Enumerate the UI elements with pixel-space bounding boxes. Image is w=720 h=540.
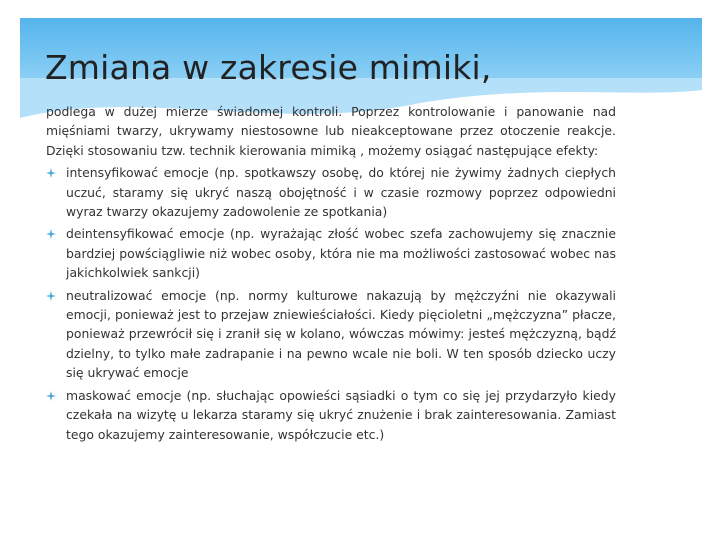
list-item xyxy=(46,224,616,282)
list-item xyxy=(46,386,616,444)
intro-paragraph: podlega w dużej mierze świadomej kontroli. Poprzez kontrolowanie i panowanie nad mięśniami twarzy, ukrywamy niestosowne lub nieakceptowane przez otoczenie reakcje. Dzięki stosowaniu tzw. technik kierowania mimiką , możemy osiągać następujące efekty: xyxy=(46,104,616,158)
bullet-text: maskować emocje (np. słuchając opowieści sąsiadki o tym co się jej przydarzyło kiedy czekała na wizytę u lekarza staramy się ukryć znużenie i brak zainteresowania. Zamiast tego okazujemy zainteresowanie, współczucie etc.) xyxy=(66,387,616,442)
four-point-star-icon xyxy=(46,291,56,301)
four-point-star-icon xyxy=(46,168,56,178)
bullet-text: intensyfikować emocje (np. spotkawszy osobę, do której nie żywimy żadnych ciepłych uczuć, staramy się ukryć naszą obojętność i w czasie rozmowy poprzez odpowiedni wyraz twarzy okazujemy zadowolenie ze spotkania) xyxy=(66,165,616,220)
bullet-text: neutralizować emocje (np. normy kulturowe nakazują by mężczyźni nie okazywali emocji, ponieważ jest to przejaw zniewieściałości. Kiedy pięcioletni „mężczyzna” płacze, ponieważ przewrócił się i zranił się w kolano, wówczas mówimy: jesteś mężczyzną, bądź dzielny, to tylko małe zadrapanie i na pewno wcale nie boli. W ten sposób dziecko uczy się ukrywać emocje xyxy=(66,287,616,381)
list-item xyxy=(46,286,616,383)
four-point-star-icon xyxy=(46,229,56,239)
slide-title: Zmiana w zakresie mimiki, xyxy=(45,48,492,87)
bullet-text: deintensyfikować emocje (np. wyrażając złość wobec szefa zachowujemy się znacznie bardziej powściągliwie niż wobec osoby, która nie ma możliwości zastosować wobec nas jakichkolwiek sankcji) xyxy=(66,226,616,281)
four-point-star-icon xyxy=(46,391,56,401)
bullet-list xyxy=(46,163,616,444)
list-item xyxy=(46,163,616,221)
slide-body xyxy=(46,102,616,444)
